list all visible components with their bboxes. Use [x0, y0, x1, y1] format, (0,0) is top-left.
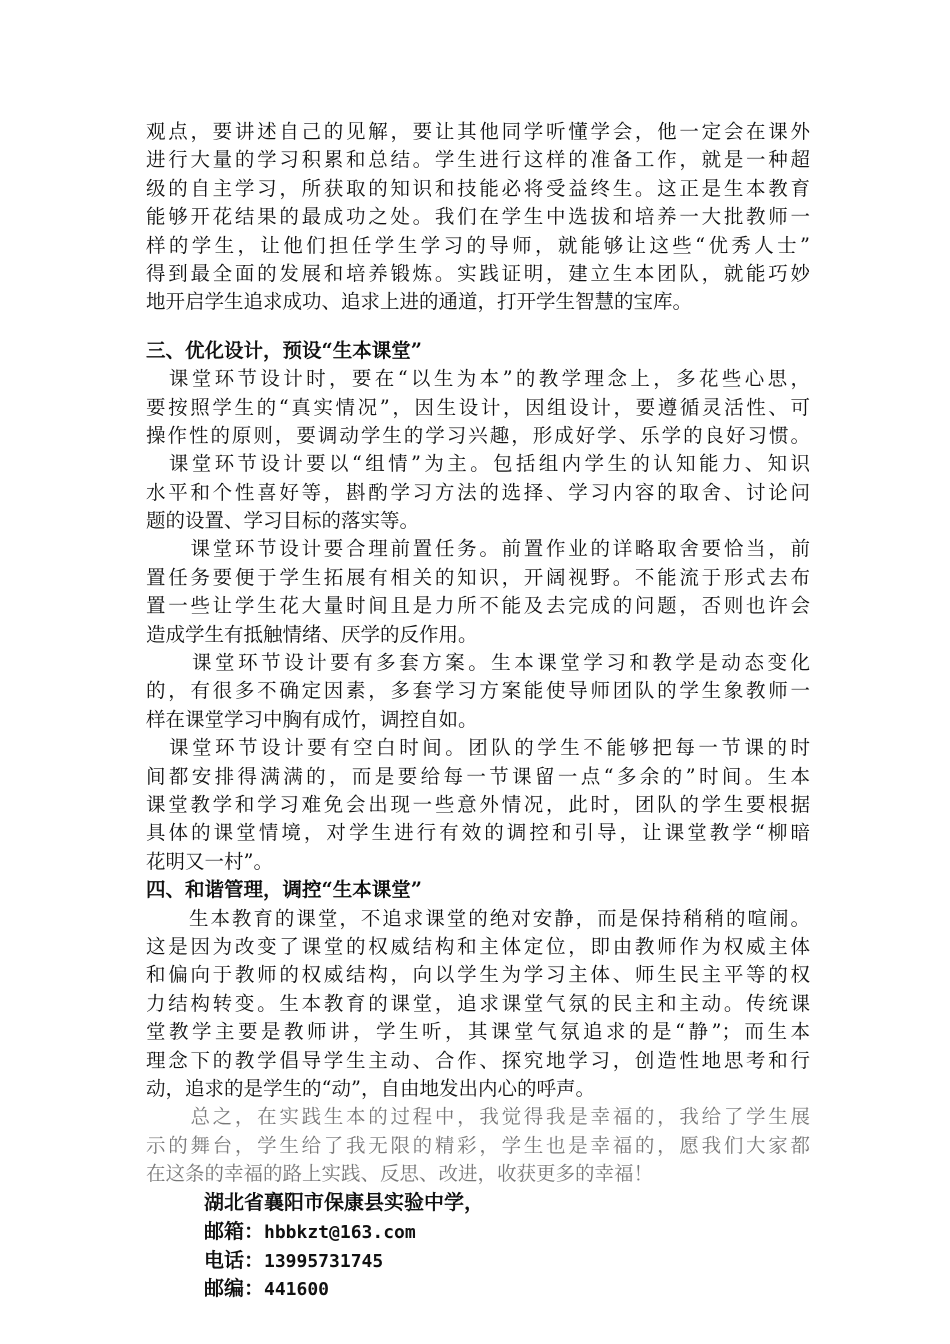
conclusion-paragraph [146, 1103, 810, 1188]
section-3-paragraph-2 [146, 450, 810, 535]
text-line: 这是因为改变了课堂的权威结构和主体定位，即由教师作为权威主体 [146, 934, 810, 958]
text-line: 课堂环节设计要以“组情”为主。包括组内学生的认知能力、知识 [146, 452, 810, 476]
zip-label: 邮编： [204, 1276, 264, 1301]
section-4-paragraph-1 [146, 905, 810, 1104]
email-label: 邮箱： [204, 1219, 264, 1244]
section-3-paragraph-3 [146, 535, 810, 649]
text-line: 造成学生有抵触情绪、厌学的反作用。 [146, 622, 478, 646]
text-line: 动，追求的是学生的“动”，自由地发出内心的呼声。 [146, 1076, 595, 1100]
zip-row [204, 1274, 810, 1303]
document-page [146, 118, 810, 1303]
text-line: 堂教学主要是教师讲，学生听，其课堂气氛追求的是“静”；而生本 [146, 1020, 810, 1044]
text-line: 课堂环节设计要合理前置任务。前置作业的详略取舍要恰当，前 [146, 537, 810, 561]
text-line: 进行大量的学习积累和总结。学生进行这样的准备工作，就是一种超 [146, 148, 810, 172]
text-line: 得到最全面的发展和培养锻炼。实践证明，建立生本团队，就能巧妙 [146, 261, 810, 285]
text-line: 间都安排得满满的，而是要给每一节课留一点“多余的”时间。生本 [146, 764, 810, 788]
text-line: 和偏向于教师的权威结构，向以学生为学习主体、师生民主平等的权 [146, 963, 810, 987]
text-line: 总之，在实践生本的过程中，我觉得我是幸福的，我给了学生展 [146, 1105, 810, 1129]
zip-value: 441600 [264, 1279, 330, 1301]
text-line: 置一些让学生花大量时间且是力所不能及去完成的问题，否则也许会 [146, 594, 810, 618]
text-line: 要按照学生的“真实情况”，因生设计，因组设计，要遵循灵活性、可 [146, 395, 810, 419]
text-line: 题的设置、学习目标的落实等。 [146, 509, 420, 533]
text-line: 样在课堂学习中胸有成竹，调控自如。 [146, 707, 478, 731]
text-line: 样的学生，让他们担任学生学习的导师，就能够让这些“优秀人士” [146, 233, 810, 257]
text-line: 地开启学生追求成功、追求上进的通道，打开学生智慧的宝库。 [146, 290, 693, 314]
school-name: 湖北省襄阳市保康县实验中学， [204, 1190, 484, 1215]
email-value: hbbkzt@163.com [264, 1222, 416, 1244]
text-line: 的，有很多不确定因素，多套学习方案能使导师团队的学生象教师一 [146, 679, 810, 703]
phone-label: 电话： [204, 1247, 264, 1272]
text-line: 在这条的幸福的路上实践、反思、改进，收获更多的幸福！ [146, 1162, 654, 1186]
text-line: 课堂环节设计要有空白时间。团队的学生不能够把每一节课的时 [146, 736, 810, 760]
text-line: 级的自主学习，所获取的知识和技能必将受益终生。这正是生本教育 [146, 176, 810, 200]
phone-row [204, 1246, 810, 1275]
text-line: 水平和个性喜好等，斟酌学习方法的选择、学习内容的取舍、讨论问 [146, 480, 810, 504]
text-line: 课堂教学和学习难免会出现一些意外情况，此时，团队的学生要根据 [146, 792, 810, 816]
spacer [146, 317, 810, 337]
text-line: 课堂环节设计要有多套方案。生本课堂学习和教学是动态变化 [146, 651, 810, 675]
text-line: 操作性的原则，要调动学生的学习兴趣，形成好学、乐学的良好习惯。 [146, 423, 810, 447]
text-line: 示的舞台，学生给了我无限的精彩，学生也是幸福的，愿我们大家都 [146, 1133, 810, 1157]
continuation-paragraph [146, 118, 810, 317]
text-line: 理念下的教学倡导学生主动、合作、探究地学习，创造性地思考和行 [146, 1048, 810, 1072]
section-3-paragraph-1 [146, 365, 810, 450]
text-line: 观点，要讲述自己的见解，要让其他同学听懂学会，他一定会在课外 [146, 120, 810, 143]
text-line: 具体的课堂情境，对学生进行有效的调控和引导，让课堂教学“柳暗 [146, 821, 810, 845]
section-4-heading: 四、和谐管理，调控“生本课堂” [146, 878, 422, 902]
section-3-paragraph-4 [146, 649, 810, 734]
section-3-paragraph-5 [146, 734, 810, 876]
text-line: 力结构转变。生本教育的课堂，追求课堂气氛的民主和主动。传统课 [146, 991, 810, 1015]
contact-block [146, 1188, 810, 1302]
text-line: 能够开花结果的最成功之处。我们在学生中选拔和培养一大批教师一 [146, 205, 810, 229]
text-line: 置任务要便于学生拓展有相关的知识，开阔视野。不能流于形式去布 [146, 565, 810, 589]
section-3-heading: 三、优化设计，预设“生本课堂” [146, 338, 422, 362]
email-row [204, 1217, 810, 1246]
phone-value: 13995731745 [264, 1250, 384, 1272]
text-line: 花明又一村”。 [146, 849, 273, 873]
text-line: 生本教育的课堂，不追求课堂的绝对安静，而是保持稍稍的喧闹。 [146, 906, 810, 930]
text-line: 课堂环节设计时，要在“以生为本”的教学理念上，多花些心思， [146, 367, 810, 391]
